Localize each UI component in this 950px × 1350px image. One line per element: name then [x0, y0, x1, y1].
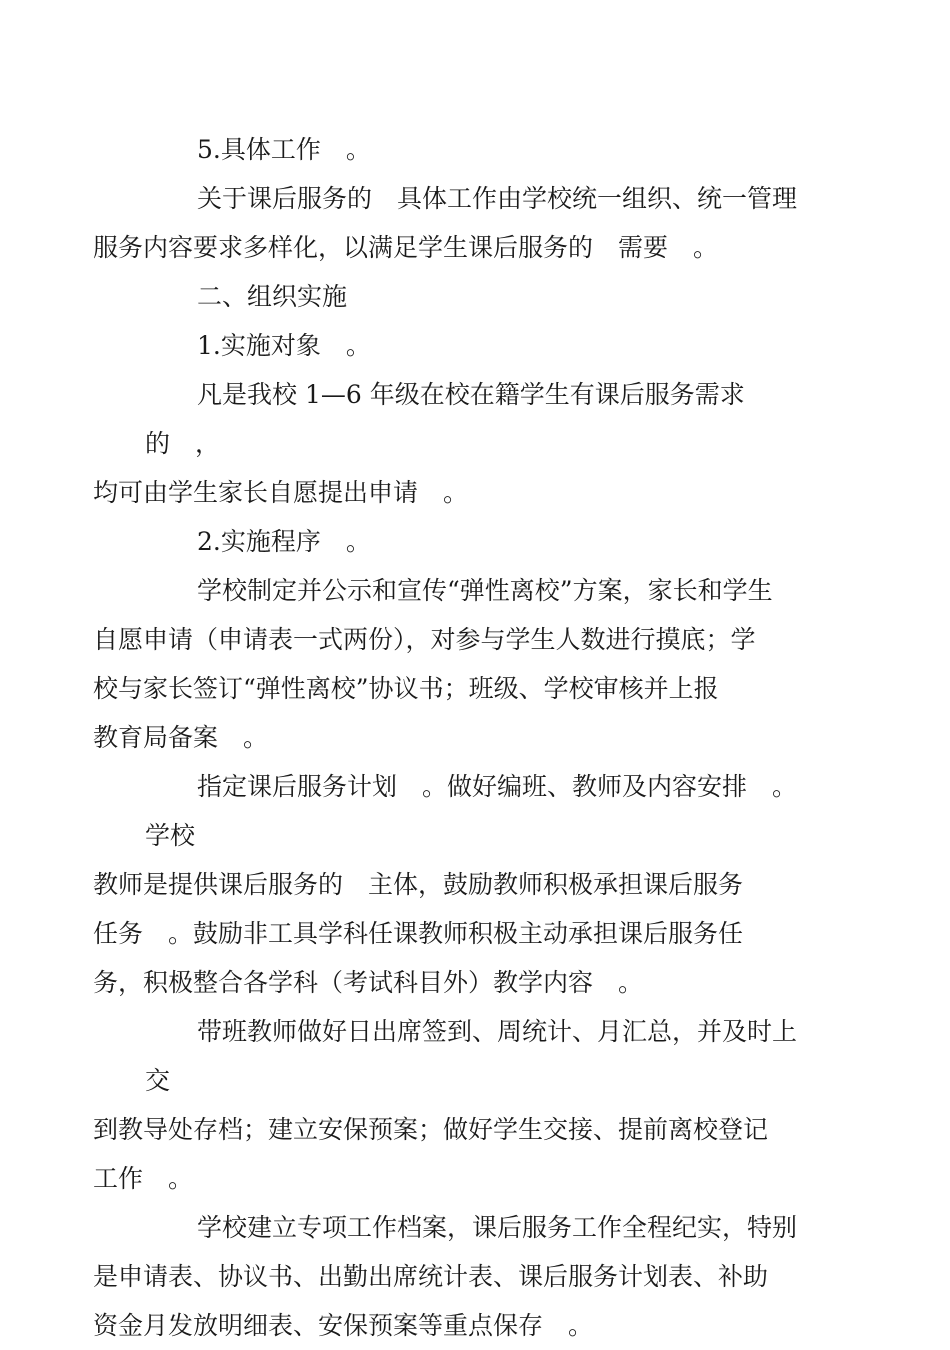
text-line: 到教导处存档；建立安保预案；做好学生交接、提前离校登记 — [93, 1115, 769, 1144]
text-line: 资金月发放明细表、安保预案等重点保存 。 — [93, 1311, 594, 1340]
text-line: 务，积极整合各学科（考试科目外）教学内容 。 — [93, 968, 644, 997]
text-line: 服务内容要求多样化，以满足学生课后服务的 需要 。 — [93, 233, 719, 262]
text-line: 带班教师做好日出席签到、周统计、月汇总，并及时上交 — [145, 1017, 798, 1095]
text-line: 凡是我校 1—6 年级在校在籍学生有课后服务需求的 ， — [145, 380, 745, 458]
paragraph — [145, 517, 815, 566]
text-line: 学校制定并公示和宣传“弹性离校”方案，家长和学生 — [197, 576, 773, 605]
paragraph — [93, 762, 815, 1007]
text-line: 二、组织实施 — [197, 282, 348, 311]
text-line: 自愿申请（申请表一式两份），对参与学生人数进行摸底；学 — [93, 625, 756, 654]
text-line: 任务 。鼓励非工具学科任课教师积极主动承担课后服务任 — [93, 919, 744, 948]
text-line: 指定课后服务计划 。做好编班、教师及内容安排 。学校 — [145, 772, 798, 850]
text-line: 校与家长签订“弹性离校”协议书；班级、学校审核并上报 — [93, 674, 719, 703]
text-line: 教师是提供课后服务的 主体，鼓励教师积极承担课后服务 — [93, 870, 744, 899]
text-line: 关于课后服务的 具体工作由学校统一组织、统一管理 — [197, 184, 798, 213]
paragraph — [93, 370, 815, 517]
paragraph — [93, 566, 815, 762]
paragraph — [145, 272, 815, 321]
paragraph — [145, 125, 815, 174]
paragraph — [93, 174, 815, 272]
text-line: 教育局备案 。 — [93, 723, 269, 752]
text-line: 工作 。 — [93, 1164, 194, 1193]
text-line: 均可由学生家长自愿提出申请 。 — [93, 478, 469, 507]
paragraph — [93, 1007, 815, 1203]
text-line: 1.实施对象 。 — [197, 331, 371, 360]
document-body — [93, 125, 815, 1350]
text-line: 学校建立专项工作档案，课后服务工作全程纪实，特别 — [197, 1213, 798, 1242]
text-line: 是申请表、协议书、出勤出席统计表、课后服务计划表、补助 — [93, 1262, 769, 1291]
text-line: 2.实施程序 。 — [197, 527, 371, 556]
paragraph — [93, 1203, 815, 1350]
text-line: 5.具体工作 。 — [197, 135, 371, 164]
paragraph — [145, 321, 815, 370]
